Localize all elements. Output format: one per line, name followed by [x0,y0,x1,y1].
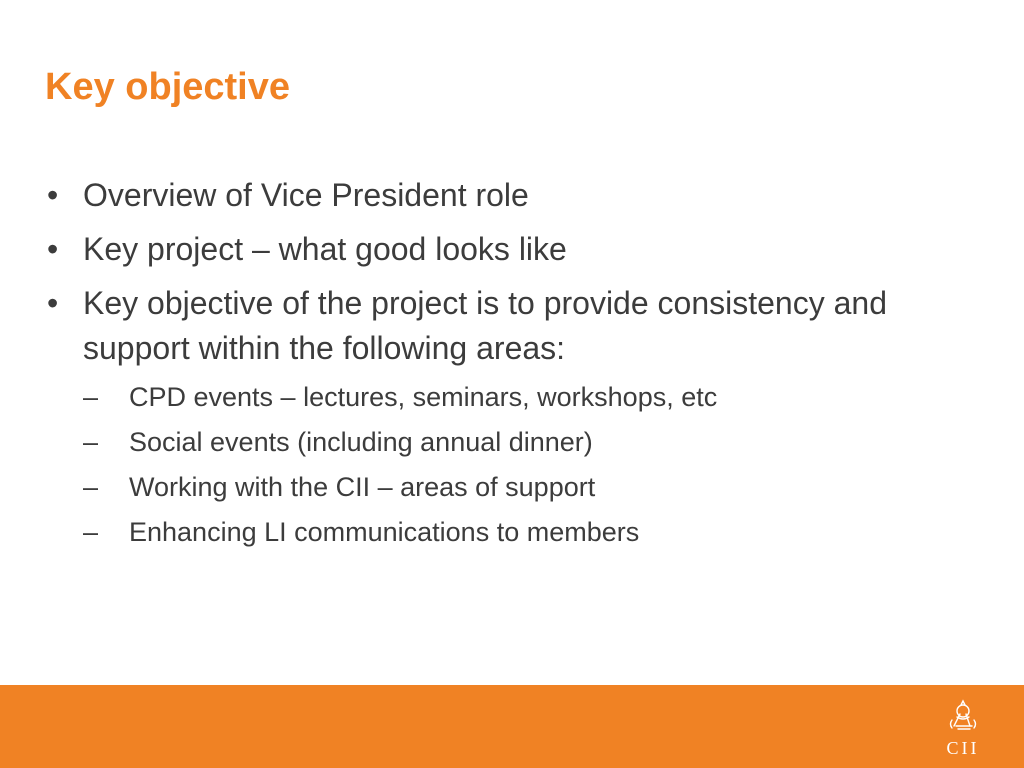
sub-bullet-item [83,510,945,555]
sub-bullet-list [83,375,945,555]
sub-bullet-text: Enhancing LI communications to members [129,517,640,547]
bullet-marker: • [47,231,59,267]
bullet-item [45,281,945,555]
sub-bullet-text: Working with the CII – areas of support [129,472,596,502]
sub-bullet-text: Social events (including annual dinner) [129,427,593,457]
slide-title: Key objective [45,66,290,108]
cii-logo [936,698,990,762]
bullet-marker: • [47,285,59,321]
sub-bullet-text: CPD events – lectures, seminars, workshops, etc [129,382,718,412]
logo-text: CII [946,738,980,758]
sub-bullet-marker: – [83,517,99,547]
bullet-marker: • [47,177,59,213]
bullet-item [45,173,945,218]
bullet-text: Key objective of the project is to provide consistency and support within the following areas: [83,285,887,366]
sub-bullet-marker: – [83,472,99,502]
sub-bullet-marker: – [83,382,99,412]
bullet-text: Key project – what good looks like [83,231,567,267]
sub-bullet-marker: – [83,427,99,457]
sub-bullet-item [83,465,945,510]
bullet-list [45,173,945,564]
sub-bullet-item [83,375,945,420]
bullet-text: Overview of Vice President role [83,177,529,213]
footer-bar [0,685,1024,768]
crest-icon [936,698,990,738]
bullet-item [45,227,945,272]
sub-bullet-item [83,420,945,465]
